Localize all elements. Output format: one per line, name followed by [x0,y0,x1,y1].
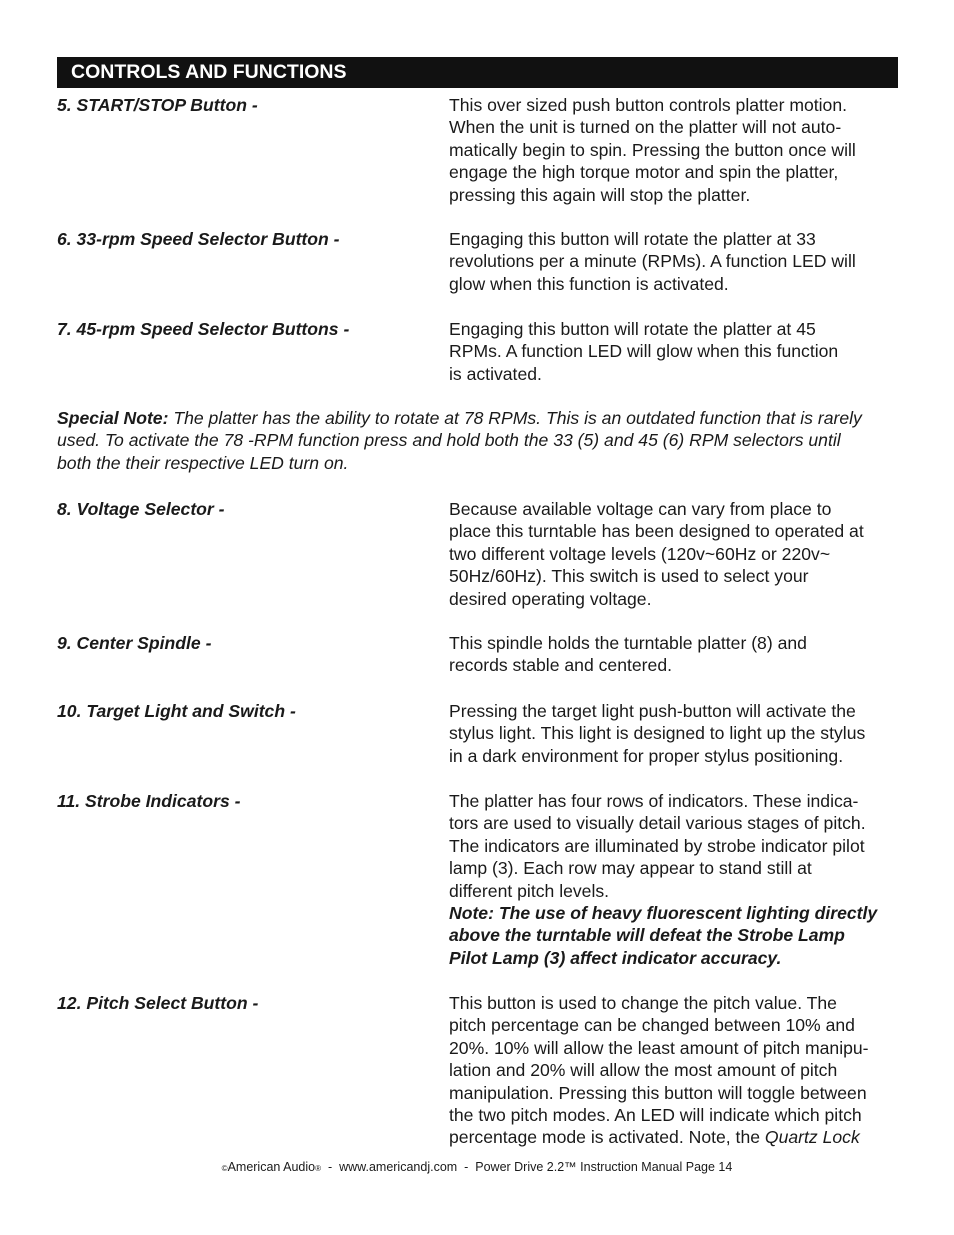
desc-line: engage the high torque motor and spin the platter, [449,162,839,183]
footer-separator: - [321,1160,340,1174]
desc-line: desired operating voltage. [449,588,652,609]
desc-line: lation and 20% will allow the most amount of pitch [449,1060,838,1081]
entry-description [449,700,902,767]
desc-line: When the unit is turned on the platter will not auto- [449,117,842,138]
note-line: used. To activate the 78 -RPM function press and hold both the 33 (5) and 45 (6) RPM selectors until [57,430,841,451]
section-header [57,57,898,88]
entry-description [449,992,902,1149]
desc-line: manipulation. Pressing this button will toggle between [449,1082,867,1103]
desc-line: revolutions per a minute (RPMs). A function LED will [449,251,856,272]
footer-company: American Audio [227,1160,316,1174]
warning-line: Note: The use of heavy fluorescent lighting directly [449,903,878,924]
entry-description [449,318,902,385]
page-footer [0,1159,954,1177]
entry-term: 5. START/STOP Button - [57,95,258,115]
note-text: The platter has the ability to rotate at 78 RPMs. This is an outdated function that is rarely [168,408,862,428]
note-label: Special Note: [57,408,169,428]
desc-line: 20%. 10% will allow the least amount of pitch manipu- [449,1037,869,1058]
desc-line: in a dark environment for proper stylus positioning. [449,745,844,766]
entry-description [449,632,902,677]
desc-line: This spindle holds the turntable platter (8) and [449,633,807,653]
footer-manual: Power Drive 2.2™ Instruction Manual Page 14 [475,1160,733,1174]
note-line: both the their respective LED turn on. [57,452,349,473]
entry-description [449,228,902,295]
desc-line: RPMs. A function LED will glow when this function [449,341,839,362]
footer-separator: - [457,1160,476,1174]
entry-term: 10. Target Light and Switch - [57,701,296,721]
entry-description [449,498,902,610]
desc-line: two different voltage levels (120v~60Hz or 220v~ [449,543,831,564]
desc-line: The platter has four rows of indicators. These indica- [449,791,859,811]
copyright-symbol: © [221,1164,228,1173]
desc-text: percentage mode is activated. Note, the [449,1127,765,1148]
entry-term: 11. Strobe Indicators - [57,791,241,811]
registered-symbol: ® [315,1164,322,1173]
footer-website: www.americandj.com [339,1160,458,1174]
entry-term: 12. Pitch Select Button - [57,993,259,1013]
desc-line: tors are used to visually detail various stages of pitch. [449,813,866,834]
desc-line: different pitch levels. [449,880,610,901]
desc-line: pressing this again will stop the platter. [449,184,751,205]
desc-line: place this turntable has been designed to operated at [449,521,864,542]
entry-description [449,790,902,969]
section-title: CONTROLS AND FUNCTIONS [71,61,347,83]
special-note [57,407,902,474]
desc-line [449,1126,902,1148]
desc-line: This button is used to change the pitch value. The [449,993,837,1013]
entry-term: 9. Center Spindle - [57,633,212,653]
quartz-lock-term: Quartz Lock [764,1127,860,1148]
desc-line: pitch percentage can be changed between 10% and [449,1015,855,1036]
desc-line: This over sized push button controls platter motion. [449,95,848,115]
warning-line: above the turntable will defeat the Strobe Lamp [449,925,845,946]
desc-line: stylus light. This light is designed to light up the stylus [449,723,866,744]
entry-term: 7. 45-rpm Speed Selector Buttons - [57,319,350,339]
desc-line: matically begin to spin. Pressing the button once will [449,139,856,160]
entry-term: 8. Voltage Selector - [57,499,225,519]
desc-line: The indicators are illuminated by strobe indicator pilot [449,835,865,856]
desc-line: the two pitch modes. An LED will indicate which pitch [449,1105,862,1126]
desc-line: glow when this function is activated. [449,273,729,294]
entry-term: 6. 33-rpm Speed Selector Button - [57,229,340,249]
desc-line: Engaging this button will rotate the platter at 45 [449,319,816,339]
desc-line: Engaging this button will rotate the platter at 33 [449,229,816,249]
desc-line: is activated. [449,363,542,384]
desc-line: 50Hz/60Hz). This switch is used to select your [449,566,809,587]
desc-line: Because available voltage can vary from place to [449,499,832,519]
warning-line: Pilot Lamp (3) affect indicator accuracy. [449,947,782,968]
note-line [57,407,902,429]
desc-line: records stable and centered. [449,655,672,676]
desc-line: lamp (3). Each row may appear to stand still at [449,858,812,879]
entry-description [449,94,902,206]
desc-line: Pressing the target light push-button will activate the [449,701,856,721]
